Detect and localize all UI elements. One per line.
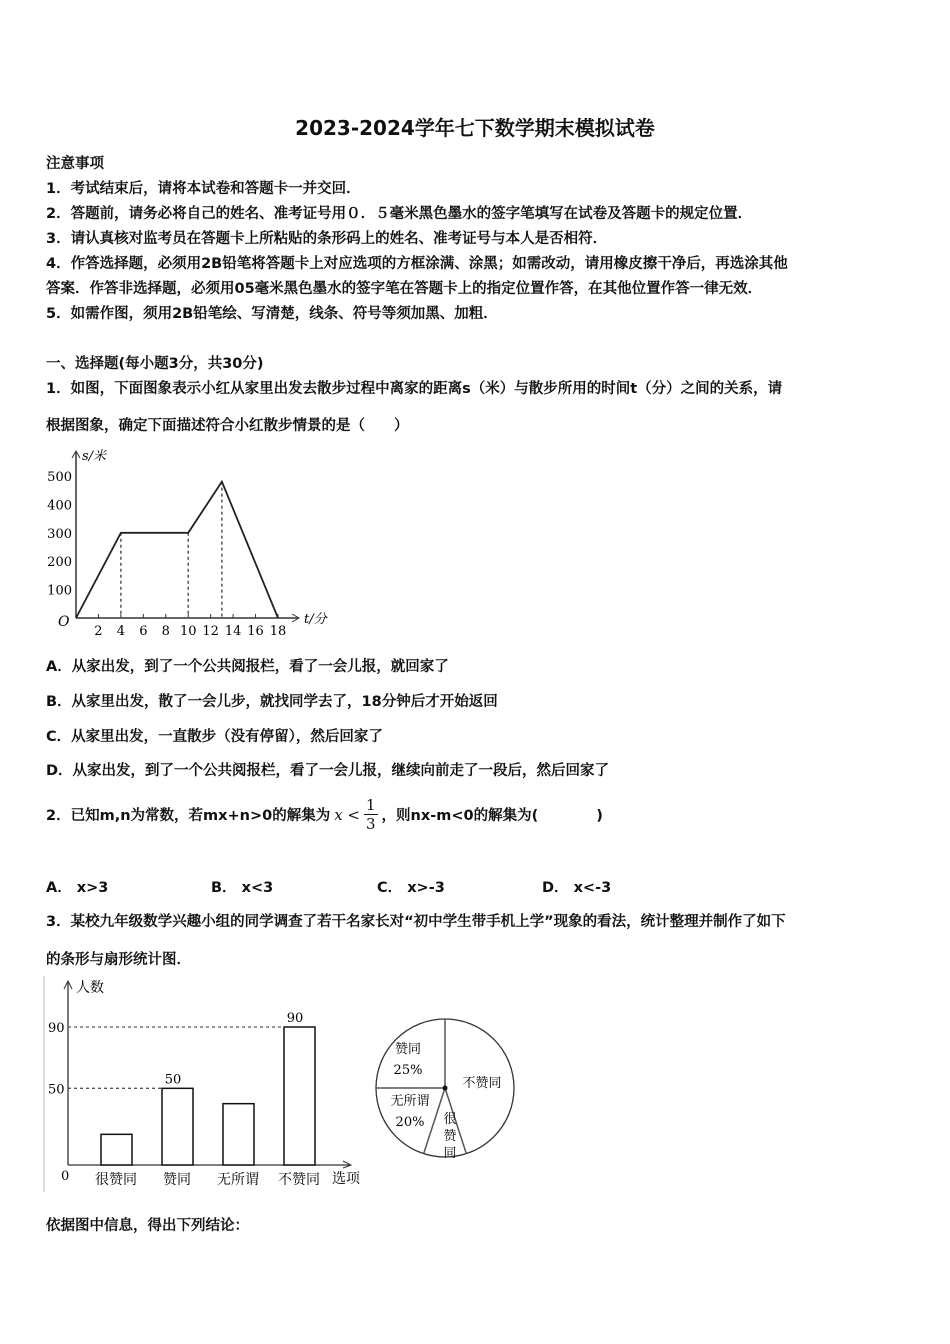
distance-line [76,482,278,618]
x-tick-label: 4 [116,624,126,639]
data-label: 50 [164,1072,182,1088]
option-a: A．从家出发，到了一个公共阅报栏，看了一会儿报，就回家了 [46,659,449,675]
x-tick-label: 10 [179,624,197,639]
question-1-text: 1．如图，下面图象表示小红从家里出发去散步过程中离家的距离s（米）与散步所用的时间t（分）之间的关系，请 [46,381,783,397]
x-tick-label: 8 [161,624,170,639]
y-tick-label: 400 [47,498,72,514]
y-axis-label: 人数 [76,980,104,996]
question-3-text: 的条形与扇形统计图． [46,952,191,968]
option-c: C．从家里出发，一直散步（没有停留），然后回家了 [46,729,383,745]
pie-slice-label: 无所谓 [390,1094,430,1109]
bar-chart [40,972,380,1194]
y-tick-label: 200 [47,555,72,571]
x-tick-label: 无所谓 [217,1172,259,1188]
x-tick-label: 18 [269,624,287,639]
option-b: B．从家里出发，散了一会儿步，就找同学去了，18分钟后才开始返回 [46,694,498,710]
bar [223,1104,254,1165]
y-axis-label: s/米 [82,449,107,464]
notice-line: 4．作答选择题，必须用2B铅笔将答题卡上对应选项的方框涂满、涂黑；如需改动，请用橡皮擦干净后，再选涂其他 [46,256,788,272]
data-label: 90 [286,1011,304,1026]
y-tick-label: 500 [47,470,72,485]
distance-time-graph [40,442,350,642]
x-tick-label: 14 [224,624,242,639]
notice-line: 3．请认真核对监考员在答题卡上所粘贴的条形码上的姓名、准考证号与本人是否相符． [46,231,608,247]
x-tick-label: 12 [202,624,219,639]
origin-label: 0 [61,1169,70,1184]
section-heading: 一、选择题(每小题3分，共30分) [46,356,264,372]
question-3-text: 3．某校九年级数学兴趣小组的同学调查了若干名家长对“初中学生带手机上学”现象的看法，统计整理并制作了如下 [46,914,786,930]
pie-slice-percent: 20% [395,1115,425,1130]
pie-chart [370,1015,520,1165]
bar [284,1027,315,1165]
bar [101,1134,132,1165]
notice-line: 2．答题前，请务必将自己的姓名、准考证号用０．５毫米黑色墨水的签字笔填写在试卷及答题卡的规定位置． [46,206,753,222]
option-d: D． x<-3 [542,880,612,896]
fraction-denominator: 3 [366,815,376,833]
page-title: 2023-2024学年七下数学期末模拟试卷 [295,116,655,140]
y-tick-label: 100 [47,583,72,599]
notice-line: 答案．作答非选择题，必须用05毫米黑色墨水的签字笔在答题卡上的指定位置作答，在其他位置作答一律无效． [46,281,763,297]
notice-heading: 注意事项 [46,156,104,172]
q2-suffix: ，则nx-m<0的解集为( ) [381,808,603,824]
bar [162,1088,193,1165]
y-tick-label: 90 [48,1021,65,1036]
x-tick-label: 很赞同 [95,1172,137,1188]
x-tick-label: 16 [247,624,264,639]
y-tick-label: 50 [48,1082,65,1098]
option-b: B． x<3 [211,880,274,896]
option-a: A． x>3 [46,880,109,896]
q2-ineq: x < [334,805,360,824]
question-1-text: 根据图象，确定下面描述符合小红散步情景的是（ ） [46,418,409,434]
notice-line: 1．考试结束后，请将本试卷和答题卡一并交回． [46,181,361,197]
x-tick-label: 赞同 [163,1172,191,1188]
option-c: C． x>-3 [377,880,445,896]
pie-slice-label: 赞同 [394,1042,422,1057]
x-tick-label: 6 [139,624,148,639]
pie-slice-label: 很 [443,1112,457,1127]
option-d: D．从家出发，到了一个公共阅报栏，看了一会儿报，继续向前走了一段后，然后回家了 [46,763,610,779]
x-tick-label: 不赞同 [278,1172,320,1188]
x-tick-label: 2 [94,624,103,639]
x-axis-label: t/分 [304,612,327,627]
fraction-numerator: 1 [366,796,376,814]
fraction [364,796,378,833]
y-tick-label: 300 [47,526,72,542]
conclusion-text: 依据图中信息，得出下列结论： [46,1218,249,1234]
question-2-text [46,796,603,833]
pie-slice-label: 赞 [443,1129,457,1144]
notice-line: 5．如需作图，须用2B铅笔绘、写清楚，线条、符号等须加黑、加粗． [46,306,498,322]
q2-prefix: 2．已知m,n为常数，若mx+n>0的解集为 [46,808,331,824]
x-axis-label: 选项 [332,1171,360,1187]
pie-slice-percent: 25% [393,1063,423,1078]
pie-slice-label: 同 [443,1146,457,1161]
pie-slice-label: 不赞同 [462,1076,502,1091]
pie-center [443,1086,448,1091]
origin-label: O [58,614,70,630]
